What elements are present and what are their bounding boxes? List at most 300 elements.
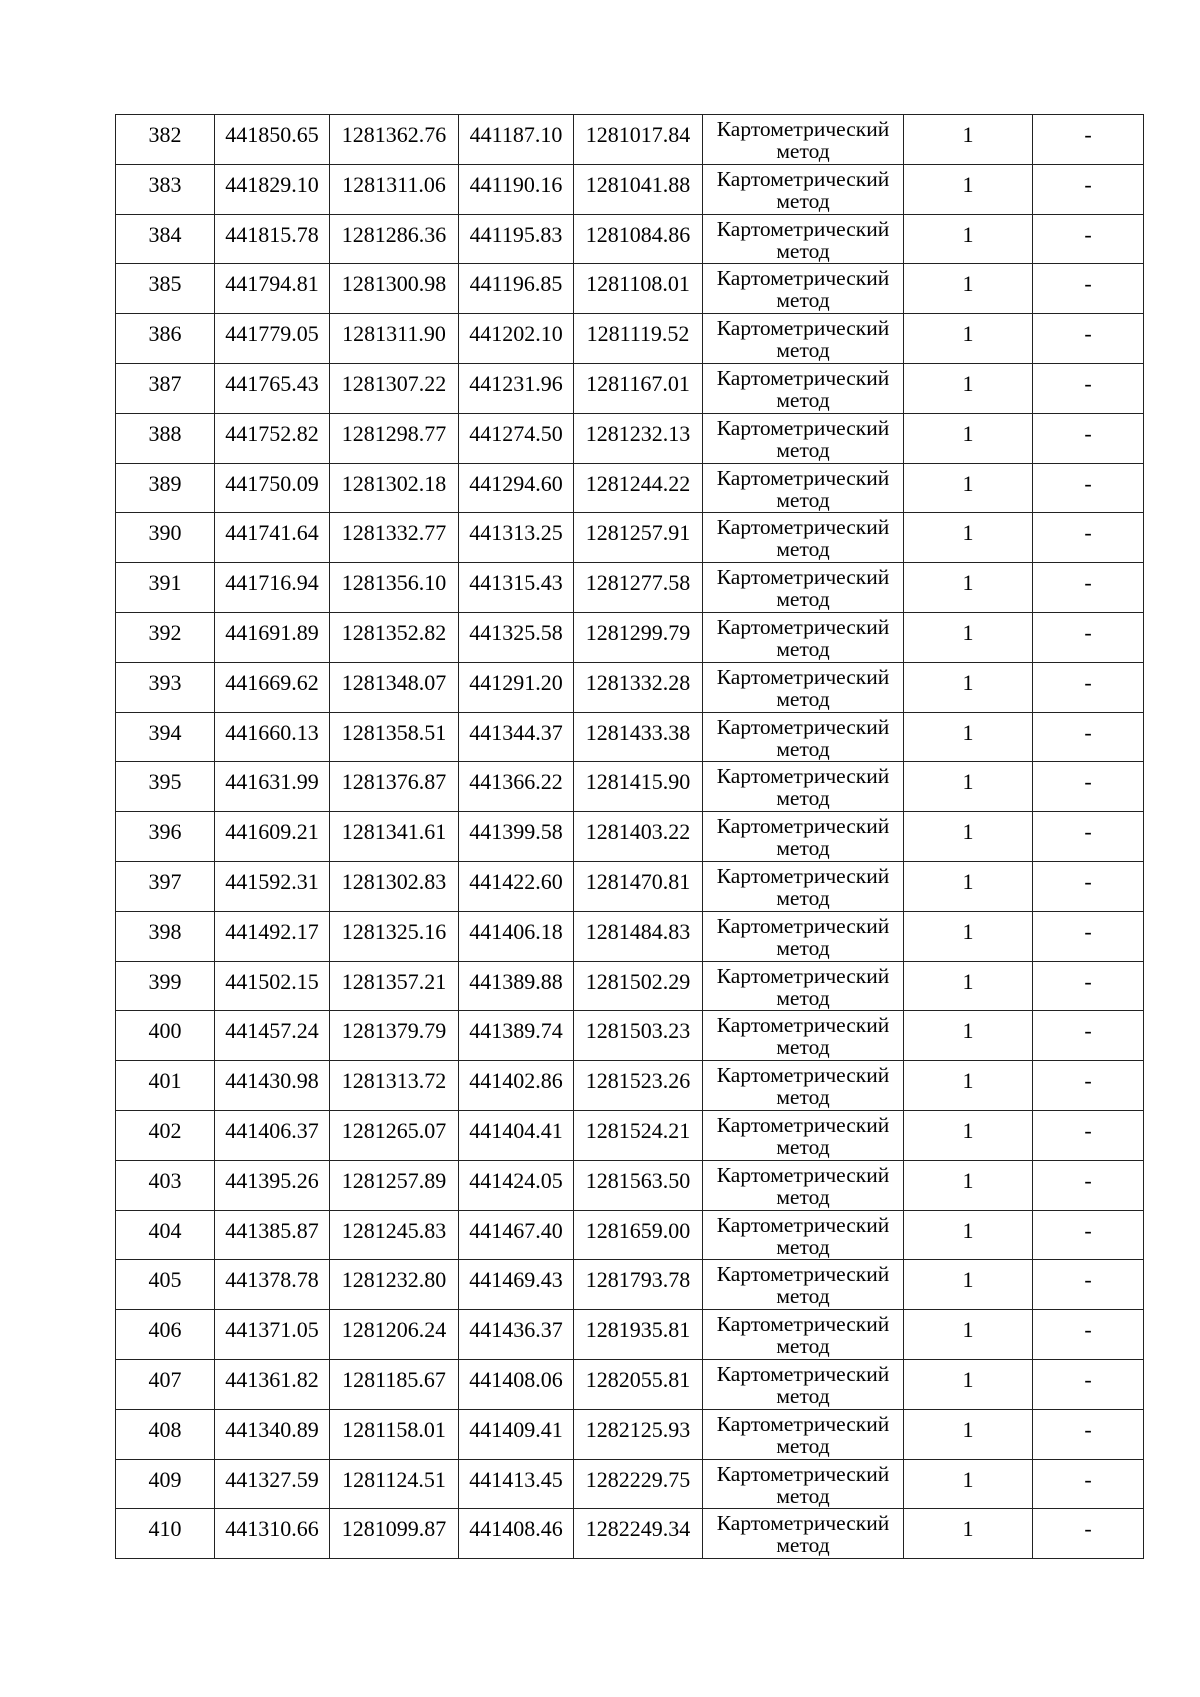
table-row <box>116 762 1144 812</box>
table-row <box>116 861 1144 911</box>
note-cell: - <box>1033 861 1144 911</box>
method-line-1: Картометрический <box>716 465 890 490</box>
y1-cell: 1281341.61 <box>330 812 459 862</box>
method-line-2: метод <box>776 686 830 711</box>
method-line-2: метод <box>776 935 830 960</box>
x2-cell: 441231.96 <box>459 363 574 413</box>
method-line-2: метод <box>776 1035 830 1060</box>
note-cell: - <box>1033 1061 1144 1111</box>
accuracy-cell: 1 <box>904 1160 1033 1210</box>
x2-cell: 441291.20 <box>459 662 574 712</box>
accuracy-cell: 1 <box>904 662 1033 712</box>
method-line-1: Картометрический <box>716 863 890 888</box>
y2-cell: 1281935.81 <box>574 1310 703 1360</box>
method-line-2: метод <box>776 139 830 163</box>
y1-cell: 1281265.07 <box>330 1110 459 1160</box>
accuracy-cell: 1 <box>904 1459 1033 1509</box>
note-cell: - <box>1033 712 1144 762</box>
method-line-2: метод <box>776 1184 830 1209</box>
method-line-1: Картометрический <box>716 117 890 141</box>
y1-cell: 1281206.24 <box>330 1310 459 1360</box>
y1-cell: 1281307.22 <box>330 363 459 413</box>
method-cell <box>703 115 904 165</box>
method-cell <box>703 363 904 413</box>
x1-cell: 441779.05 <box>215 314 330 364</box>
x2-cell: 441404.41 <box>459 1110 574 1160</box>
y1-cell: 1281362.76 <box>330 115 459 165</box>
x2-cell: 441424.05 <box>459 1160 574 1210</box>
point-number-cell: 406 <box>116 1310 215 1360</box>
table-row <box>116 1210 1144 1260</box>
x2-cell: 441402.86 <box>459 1061 574 1111</box>
x1-cell: 441502.15 <box>215 961 330 1011</box>
x2-cell: 441190.16 <box>459 164 574 214</box>
x2-cell: 441294.60 <box>459 463 574 513</box>
x2-cell: 441389.88 <box>459 961 574 1011</box>
point-number-cell: 386 <box>116 314 215 364</box>
accuracy-cell: 1 <box>904 762 1033 812</box>
table-row <box>116 363 1144 413</box>
y1-cell: 1281379.79 <box>330 1011 459 1061</box>
y1-cell: 1281185.67 <box>330 1359 459 1409</box>
method-cell <box>703 1359 904 1409</box>
method-cell <box>703 513 904 563</box>
table-row <box>116 1110 1144 1160</box>
table-row <box>116 911 1144 961</box>
point-number-cell: 384 <box>116 214 215 264</box>
point-number-cell: 410 <box>116 1509 215 1559</box>
table-row <box>116 1160 1144 1210</box>
y1-cell: 1281352.82 <box>330 612 459 662</box>
note-cell: - <box>1033 662 1144 712</box>
accuracy-cell: 1 <box>904 563 1033 613</box>
note-cell: - <box>1033 1110 1144 1160</box>
method-line-2: метод <box>776 338 830 363</box>
point-number-cell: 385 <box>116 264 215 314</box>
note-cell: - <box>1033 812 1144 862</box>
y1-cell: 1281298.77 <box>330 413 459 463</box>
method-line-2: метод <box>776 736 830 761</box>
y1-cell: 1281332.77 <box>330 513 459 563</box>
method-line-1: Картометрический <box>716 515 890 540</box>
method-cell <box>703 1210 904 1260</box>
method-cell <box>703 1061 904 1111</box>
y1-cell: 1281313.72 <box>330 1061 459 1111</box>
method-line-1: Картометрический <box>716 1063 890 1088</box>
note-cell: - <box>1033 413 1144 463</box>
table-row <box>116 513 1144 563</box>
method-line-1: Картометрический <box>716 764 890 789</box>
method-line-2: метод <box>776 1234 830 1259</box>
x2-cell: 441195.83 <box>459 214 574 264</box>
x2-cell: 441409.41 <box>459 1409 574 1459</box>
y1-cell: 1281325.16 <box>330 911 459 961</box>
point-number-cell: 383 <box>116 164 215 214</box>
x1-cell: 441492.17 <box>215 911 330 961</box>
accuracy-cell: 1 <box>904 463 1033 513</box>
point-number-cell: 401 <box>116 1061 215 1111</box>
accuracy-cell: 1 <box>904 1260 1033 1310</box>
accuracy-cell: 1 <box>904 612 1033 662</box>
y1-cell: 1281302.83 <box>330 861 459 911</box>
note-cell: - <box>1033 463 1144 513</box>
accuracy-cell: 1 <box>904 1359 1033 1409</box>
method-cell <box>703 1160 904 1210</box>
method-cell <box>703 662 904 712</box>
method-line-1: Картометрический <box>716 1162 890 1187</box>
method-line-2: метод <box>776 1284 830 1309</box>
method-cell <box>703 563 904 613</box>
y2-cell: 1281119.52 <box>574 314 703 364</box>
method-cell <box>703 413 904 463</box>
method-line-2: метод <box>776 885 830 910</box>
y1-cell: 1281358.51 <box>330 712 459 762</box>
method-line-2: метод <box>776 786 830 811</box>
accuracy-cell: 1 <box>904 513 1033 563</box>
x1-cell: 441592.31 <box>215 861 330 911</box>
y2-cell: 1281659.00 <box>574 1210 703 1260</box>
y2-cell: 1281084.86 <box>574 214 703 264</box>
point-number-cell: 403 <box>116 1160 215 1210</box>
x1-cell: 441340.89 <box>215 1409 330 1459</box>
point-number-cell: 397 <box>116 861 215 911</box>
x2-cell: 441399.58 <box>459 812 574 862</box>
y2-cell: 1281433.38 <box>574 712 703 762</box>
method-line-1: Картометрический <box>716 266 890 291</box>
method-line-2: метод <box>776 985 830 1010</box>
method-line-1: Картометрический <box>716 365 890 390</box>
x1-cell: 441669.62 <box>215 662 330 712</box>
table-row <box>116 1260 1144 1310</box>
table-row <box>116 712 1144 762</box>
point-number-cell: 399 <box>116 961 215 1011</box>
y2-cell: 1281332.28 <box>574 662 703 712</box>
note-cell: - <box>1033 1260 1144 1310</box>
method-line-2: метод <box>776 238 830 263</box>
point-number-cell: 382 <box>116 115 215 165</box>
point-number-cell: 390 <box>116 513 215 563</box>
method-line-1: Картометрический <box>716 913 890 938</box>
x2-cell: 441413.45 <box>459 1459 574 1509</box>
x2-cell: 441202.10 <box>459 314 574 364</box>
method-line-1: Картометрический <box>716 1112 890 1137</box>
y1-cell: 1281245.83 <box>330 1210 459 1260</box>
method-cell <box>703 762 904 812</box>
method-line-1: Картометрический <box>716 664 890 689</box>
y2-cell: 1282229.75 <box>574 1459 703 1509</box>
point-number-cell: 391 <box>116 563 215 613</box>
method-line-2: метод <box>776 587 830 612</box>
method-line-1: Картометрический <box>716 565 890 590</box>
point-number-cell: 409 <box>116 1459 215 1509</box>
y1-cell: 1281158.01 <box>330 1409 459 1459</box>
x2-cell: 441196.85 <box>459 264 574 314</box>
x1-cell: 441631.99 <box>215 762 330 812</box>
method-line-2: метод <box>776 487 830 512</box>
point-number-cell: 408 <box>116 1409 215 1459</box>
table-row <box>116 1409 1144 1459</box>
accuracy-cell: 1 <box>904 214 1033 264</box>
x1-cell: 441691.89 <box>215 612 330 662</box>
method-line-1: Картометрический <box>716 963 890 988</box>
y2-cell: 1281299.79 <box>574 612 703 662</box>
table-row <box>116 662 1144 712</box>
x2-cell: 441366.22 <box>459 762 574 812</box>
y2-cell: 1281041.88 <box>574 164 703 214</box>
table-row <box>116 115 1144 165</box>
y2-cell: 1281017.84 <box>574 115 703 165</box>
note-cell: - <box>1033 513 1144 563</box>
method-cell <box>703 1459 904 1509</box>
method-cell <box>703 314 904 364</box>
y2-cell: 1282249.34 <box>574 1509 703 1559</box>
method-line-2: метод <box>776 537 830 562</box>
accuracy-cell: 1 <box>904 961 1033 1011</box>
method-line-1: Картометрический <box>716 415 890 440</box>
note-cell: - <box>1033 1359 1144 1409</box>
table-row <box>116 1509 1144 1559</box>
method-line-2: метод <box>776 1085 830 1110</box>
note-cell: - <box>1033 264 1144 314</box>
note-cell: - <box>1033 214 1144 264</box>
method-cell <box>703 1110 904 1160</box>
accuracy-cell: 1 <box>904 1509 1033 1559</box>
y2-cell: 1281232.13 <box>574 413 703 463</box>
y1-cell: 1281232.80 <box>330 1260 459 1310</box>
y2-cell: 1281502.29 <box>574 961 703 1011</box>
y2-cell: 1281277.58 <box>574 563 703 613</box>
method-cell <box>703 164 904 214</box>
method-line-1: Картометрический <box>716 614 890 639</box>
x2-cell: 441313.25 <box>459 513 574 563</box>
method-line-2: метод <box>776 1134 830 1159</box>
y1-cell: 1281286.36 <box>330 214 459 264</box>
table-row <box>116 413 1144 463</box>
method-line-1: Картометрический <box>716 1361 890 1386</box>
point-number-cell: 400 <box>116 1011 215 1061</box>
x1-cell: 441752.82 <box>215 413 330 463</box>
x2-cell: 441422.60 <box>459 861 574 911</box>
table-row <box>116 1011 1144 1061</box>
table-row <box>116 612 1144 662</box>
table-row <box>116 463 1144 513</box>
method-line-2: метод <box>776 1383 830 1408</box>
method-line-2: метод <box>776 387 830 412</box>
method-cell <box>703 1409 904 1459</box>
table-row <box>116 1310 1144 1360</box>
x1-cell: 441361.82 <box>215 1359 330 1409</box>
x1-cell: 441765.43 <box>215 363 330 413</box>
table-row <box>116 1061 1144 1111</box>
point-number-cell: 396 <box>116 812 215 862</box>
y1-cell: 1281311.90 <box>330 314 459 364</box>
accuracy-cell: 1 <box>904 115 1033 165</box>
table-row <box>116 812 1144 862</box>
method-cell <box>703 214 904 264</box>
y1-cell: 1281348.07 <box>330 662 459 712</box>
y2-cell: 1281415.90 <box>574 762 703 812</box>
y2-cell: 1281484.83 <box>574 911 703 961</box>
y2-cell: 1282125.93 <box>574 1409 703 1459</box>
x1-cell: 441327.59 <box>215 1459 330 1509</box>
x1-cell: 441371.05 <box>215 1310 330 1360</box>
x1-cell: 441457.24 <box>215 1011 330 1061</box>
method-cell <box>703 463 904 513</box>
method-line-1: Картометрический <box>716 1312 890 1337</box>
note-cell: - <box>1033 164 1144 214</box>
x2-cell: 441406.18 <box>459 911 574 961</box>
table-row <box>116 1459 1144 1509</box>
note-cell: - <box>1033 961 1144 1011</box>
method-line-2: метод <box>776 1433 830 1458</box>
method-line-1: Картометрический <box>716 714 890 739</box>
x1-cell: 441378.78 <box>215 1260 330 1310</box>
point-number-cell: 398 <box>116 911 215 961</box>
method-cell <box>703 861 904 911</box>
y2-cell: 1282055.81 <box>574 1359 703 1409</box>
method-line-1: Картометрический <box>716 316 890 341</box>
table-row <box>116 264 1144 314</box>
x1-cell: 441406.37 <box>215 1110 330 1160</box>
method-line-1: Картометрический <box>716 1461 890 1486</box>
method-line-2: метод <box>776 1483 830 1508</box>
note-cell: - <box>1033 1160 1144 1210</box>
method-line-2: метод <box>776 836 830 861</box>
y2-cell: 1281503.23 <box>574 1011 703 1061</box>
method-line-2: метод <box>776 188 830 213</box>
method-cell <box>703 612 904 662</box>
x2-cell: 441274.50 <box>459 413 574 463</box>
y1-cell: 1281300.98 <box>330 264 459 314</box>
x1-cell: 441716.94 <box>215 563 330 613</box>
point-number-cell: 387 <box>116 363 215 413</box>
method-cell <box>703 911 904 961</box>
y2-cell: 1281793.78 <box>574 1260 703 1310</box>
table-row <box>116 314 1144 364</box>
method-line-2: метод <box>776 437 830 462</box>
accuracy-cell: 1 <box>904 1110 1033 1160</box>
table-row <box>116 1359 1144 1409</box>
accuracy-cell: 1 <box>904 1210 1033 1260</box>
y1-cell: 1281376.87 <box>330 762 459 812</box>
note-cell: - <box>1033 612 1144 662</box>
x2-cell: 441467.40 <box>459 1210 574 1260</box>
point-number-cell: 404 <box>116 1210 215 1260</box>
point-number-cell: 388 <box>116 413 215 463</box>
accuracy-cell: 1 <box>904 861 1033 911</box>
table-row <box>116 164 1144 214</box>
point-number-cell: 389 <box>116 463 215 513</box>
note-cell: - <box>1033 363 1144 413</box>
accuracy-cell: 1 <box>904 1310 1033 1360</box>
y2-cell: 1281470.81 <box>574 861 703 911</box>
note-cell: - <box>1033 911 1144 961</box>
y1-cell: 1281302.18 <box>330 463 459 513</box>
x1-cell: 441395.26 <box>215 1160 330 1210</box>
x2-cell: 441408.06 <box>459 1359 574 1409</box>
x2-cell: 441469.43 <box>459 1260 574 1310</box>
x1-cell: 441310.66 <box>215 1509 330 1559</box>
x2-cell: 441344.37 <box>459 712 574 762</box>
accuracy-cell: 1 <box>904 1409 1033 1459</box>
y1-cell: 1281257.89 <box>330 1160 459 1210</box>
x1-cell: 441750.09 <box>215 463 330 513</box>
accuracy-cell: 1 <box>904 812 1033 862</box>
method-cell <box>703 264 904 314</box>
y1-cell: 1281356.10 <box>330 563 459 613</box>
method-line-2: метод <box>776 636 830 661</box>
note-cell: - <box>1033 1409 1144 1459</box>
y2-cell: 1281257.91 <box>574 513 703 563</box>
x1-cell: 441815.78 <box>215 214 330 264</box>
table-row <box>116 214 1144 264</box>
y1-cell: 1281357.21 <box>330 961 459 1011</box>
x1-cell: 441430.98 <box>215 1061 330 1111</box>
accuracy-cell: 1 <box>904 1011 1033 1061</box>
accuracy-cell: 1 <box>904 264 1033 314</box>
note-cell: - <box>1033 1011 1144 1061</box>
accuracy-cell: 1 <box>904 164 1033 214</box>
table-row <box>116 961 1144 1011</box>
point-number-cell: 395 <box>116 762 215 812</box>
y2-cell: 1281524.21 <box>574 1110 703 1160</box>
method-line-1: Картометрический <box>716 166 890 191</box>
method-cell <box>703 712 904 762</box>
note-cell: - <box>1033 1509 1144 1559</box>
note-cell: - <box>1033 314 1144 364</box>
x1-cell: 441829.10 <box>215 164 330 214</box>
note-cell: - <box>1033 1459 1144 1509</box>
method-line-1: Картометрический <box>716 1212 890 1237</box>
x2-cell: 441325.58 <box>459 612 574 662</box>
method-line-1: Картометрический <box>716 1511 890 1536</box>
method-cell <box>703 1310 904 1360</box>
method-line-2: метод <box>776 288 830 313</box>
y1-cell: 1281124.51 <box>330 1459 459 1509</box>
note-cell: - <box>1033 762 1144 812</box>
y2-cell: 1281523.26 <box>574 1061 703 1111</box>
y2-cell: 1281167.01 <box>574 363 703 413</box>
point-number-cell: 394 <box>116 712 215 762</box>
method-cell <box>703 1260 904 1310</box>
x2-cell: 441187.10 <box>459 115 574 165</box>
accuracy-cell: 1 <box>904 413 1033 463</box>
method-cell <box>703 961 904 1011</box>
point-number-cell: 393 <box>116 662 215 712</box>
x1-cell: 441660.13 <box>215 712 330 762</box>
x2-cell: 441408.46 <box>459 1509 574 1559</box>
x1-cell: 441794.81 <box>215 264 330 314</box>
accuracy-cell: 1 <box>904 363 1033 413</box>
y2-cell: 1281563.50 <box>574 1160 703 1210</box>
accuracy-cell: 1 <box>904 1061 1033 1111</box>
x1-cell: 441385.87 <box>215 1210 330 1260</box>
method-line-2: метод <box>776 1533 830 1558</box>
y1-cell: 1281099.87 <box>330 1509 459 1559</box>
x2-cell: 441315.43 <box>459 563 574 613</box>
y2-cell: 1281108.01 <box>574 264 703 314</box>
x2-cell: 441436.37 <box>459 1310 574 1360</box>
method-cell <box>703 1509 904 1559</box>
method-line-1: Картометрический <box>716 814 890 839</box>
x1-cell: 441741.64 <box>215 513 330 563</box>
table-row <box>116 563 1144 613</box>
note-cell: - <box>1033 1210 1144 1260</box>
y2-cell: 1281244.22 <box>574 463 703 513</box>
point-number-cell: 392 <box>116 612 215 662</box>
x1-cell: 441850.65 <box>215 115 330 165</box>
method-line-1: Картометрический <box>716 1411 890 1436</box>
